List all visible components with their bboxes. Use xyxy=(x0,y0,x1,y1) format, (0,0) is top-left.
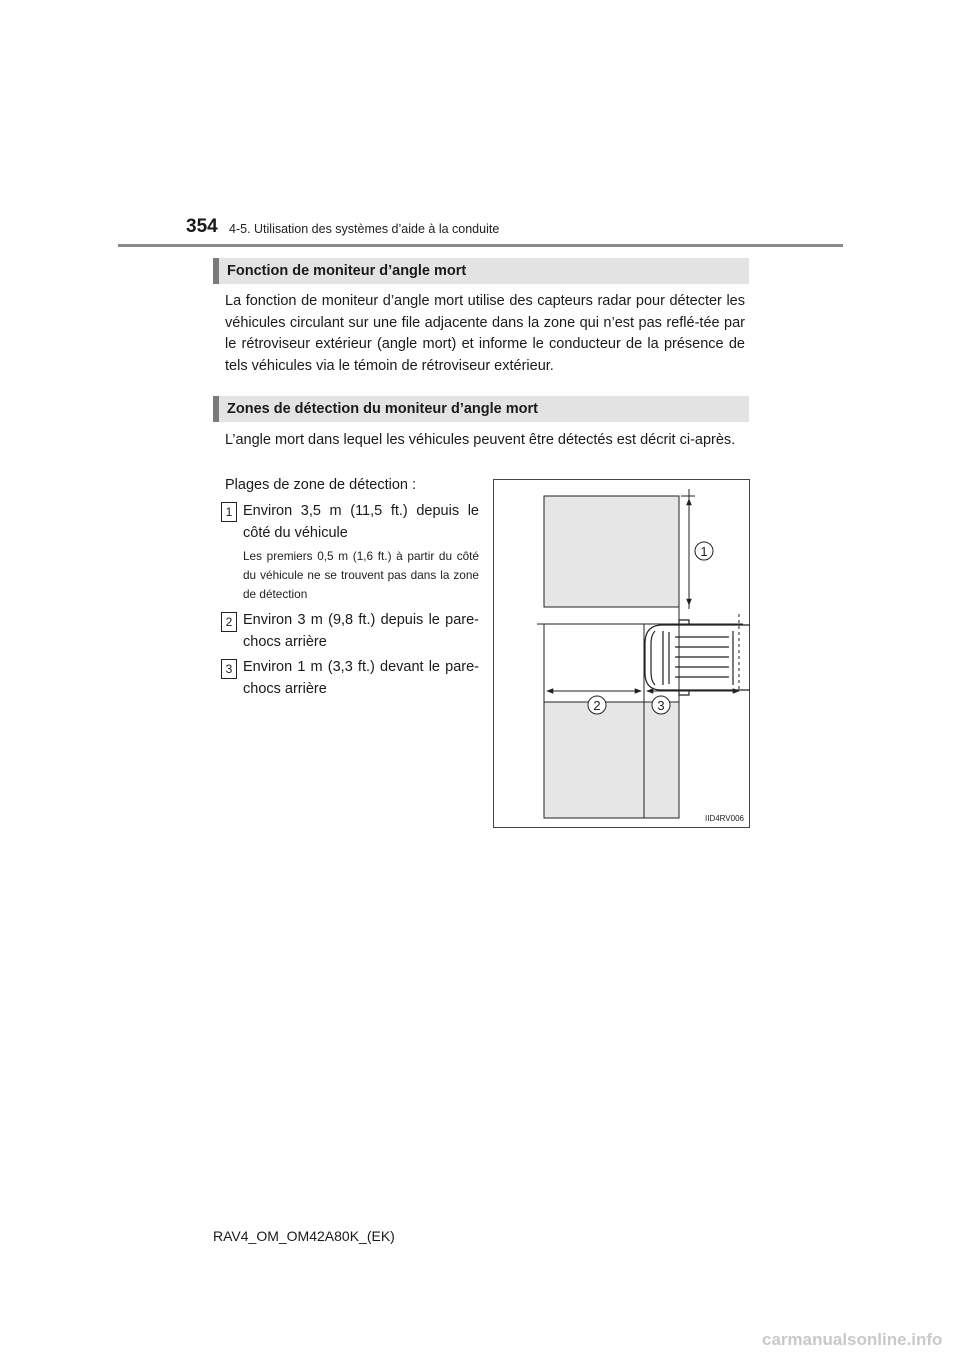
figure-code: IID4RV006 xyxy=(705,814,744,823)
header-divider xyxy=(118,244,843,247)
section-title-blind-spot-function: Fonction de moniteur d’angle mort xyxy=(213,258,749,284)
zone-upper xyxy=(544,496,679,607)
list-item-2: Environ 3 m (9,8 ft.) depuis le pare-chocs arrière xyxy=(243,612,479,650)
section2-intro: L’angle mort dans lequel les véhicules peuvent être détectés est décrit ci-après. xyxy=(225,432,736,448)
watermark: carmanualsonline.info xyxy=(762,1330,943,1349)
callout-badge-3: 3 xyxy=(221,659,237,679)
callout-2-label: 2 xyxy=(593,698,601,713)
breadcrumb: 4-5. Utilisation des systèmes d’aide à la conduite xyxy=(229,222,500,236)
list-item-1: Environ 3,5 m (11,5 ft.) depuis le côté du véhicule xyxy=(243,503,479,541)
zone-lower xyxy=(544,702,679,818)
detection-zone-diagram xyxy=(493,479,750,828)
detection-ranges-label: Plages de zone de détection : xyxy=(225,477,417,493)
callout-badge-1: 1 xyxy=(221,502,237,522)
detection-note: Les premiers 0,5 m (1,6 ft.) à partir du côté du véhicule ne se trouvent pas dans la zone de détection xyxy=(243,549,479,601)
section1-body: La fonction de moniteur d’angle mort utilise des capteurs radar pour détecter les véhicules circulant sur une file adjacente dans la zone qui n’est pas reflé-tée par le rétroviseur extérieur (angle mort) et informe le conducteur de la présence de tels véhicules via le témoin de rétroviseur extérieur. xyxy=(225,293,745,374)
list-item-3: Environ 1 m (3,3 ft.) devant le pare-chocs arrière xyxy=(243,659,479,697)
callout-3-label: 3 xyxy=(657,698,665,713)
page-number: 354 xyxy=(186,216,218,237)
callout-1-label: 1 xyxy=(700,544,708,559)
callout-badge-2: 2 xyxy=(221,612,237,632)
section-title-detection-zones: Zones de détection du moniteur d’angle mort xyxy=(213,396,749,422)
document-code: RAV4_OM_OM42A80K_(EK) xyxy=(213,1228,395,1244)
